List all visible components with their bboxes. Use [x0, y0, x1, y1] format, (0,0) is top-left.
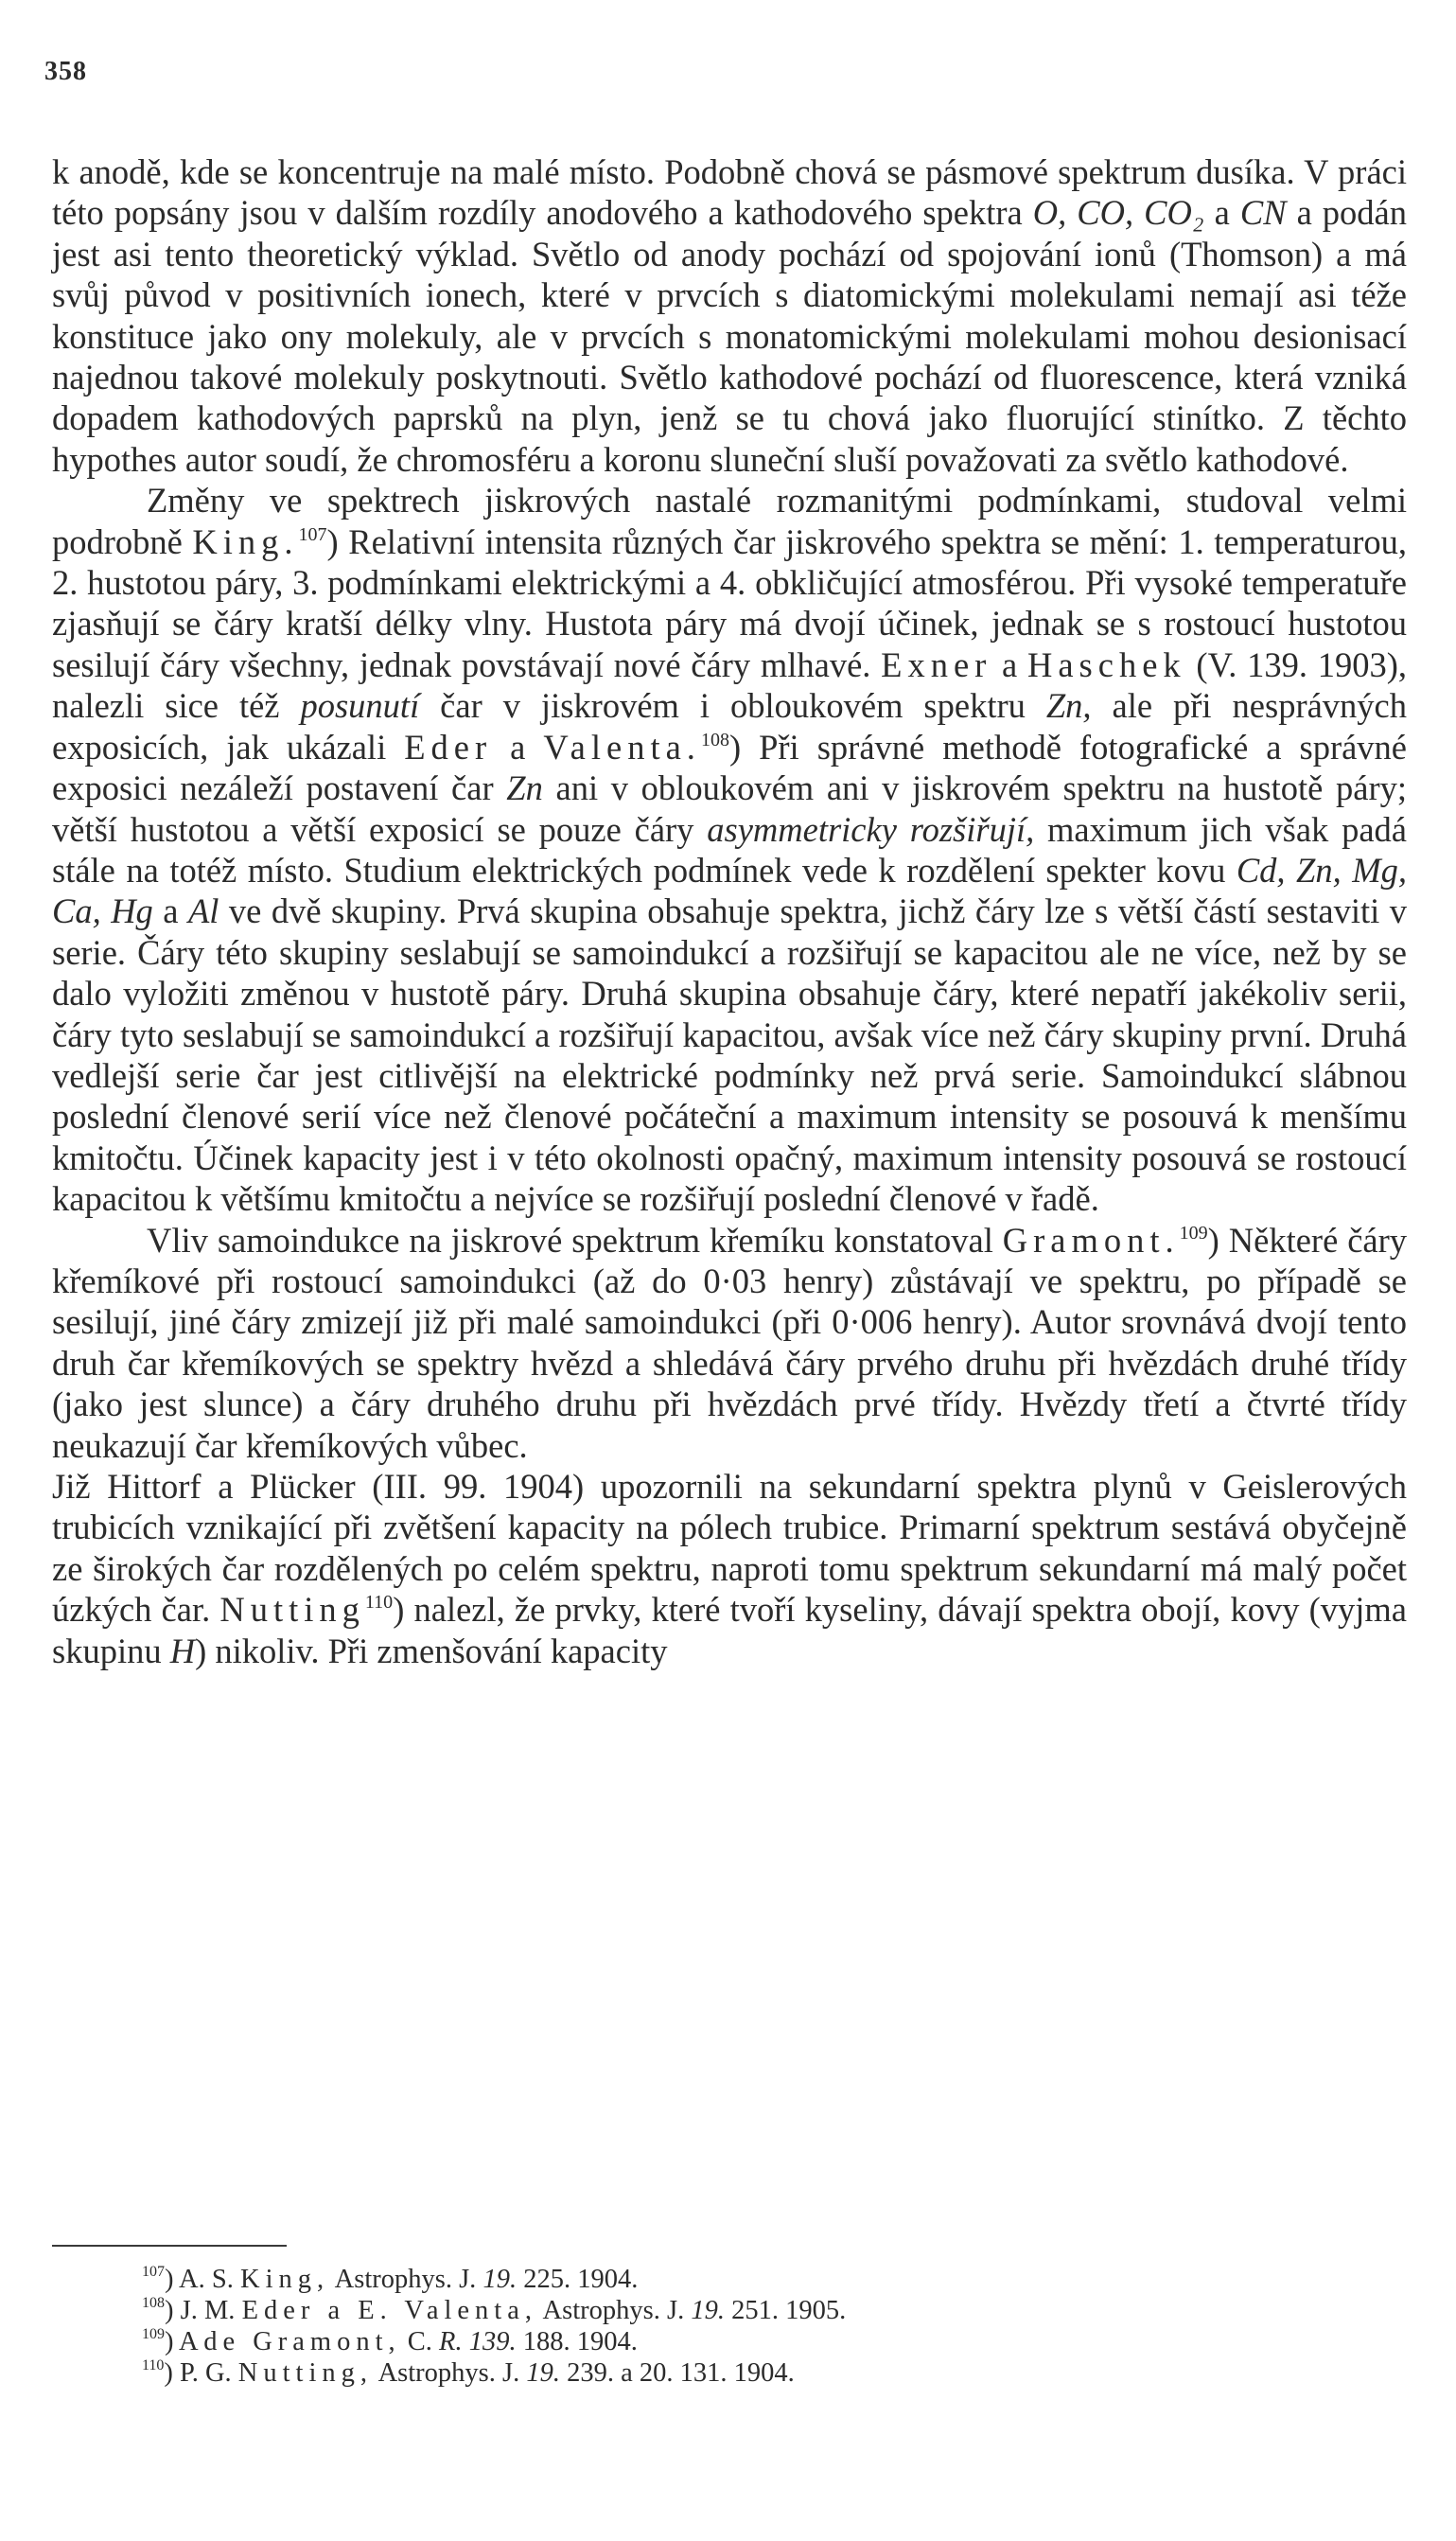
footnote-109	[142, 2326, 1277, 2357]
footnote-text: 251. 1905.	[724, 2296, 847, 2325]
footnote-author: Eder a E. Valenta,	[241, 2296, 537, 2325]
footnote-text: Astrophys. J.	[537, 2296, 692, 2325]
text-run: ale při nesprávných exposicích, jak ukázali	[52, 686, 1407, 767]
text-run: čar v jiskrovém i obloukovém spektru	[419, 686, 1046, 726]
footnote-number: 109	[142, 2326, 165, 2342]
author-name: Gramont.	[1002, 1220, 1180, 1260]
footnote-ref: 109	[1179, 1222, 1208, 1244]
footnote-divider	[52, 2245, 287, 2247]
formula: Cd, Zn, Mg, Ca, Hg	[52, 850, 1407, 931]
footnote-volume: 19.	[691, 2296, 725, 2325]
paragraph-2	[52, 480, 1407, 1219]
text-run: ) Při správné methodě fotografické a správné exposici nezáleží postavení čar	[52, 727, 1407, 808]
formula: O, CO, CO₂	[1032, 193, 1204, 233]
author-name: Eder	[404, 727, 493, 767]
text-run: Vliv samoindukce na jiskrové spektrum křemíku konstatoval	[147, 1220, 1003, 1260]
text-run: maximum jich však padá stále na totéž místo. Studium elektrických podmínek vede k rozdělení spekter kovu	[52, 809, 1408, 890]
formula: Zn,	[1045, 686, 1092, 726]
footnotes	[142, 2264, 1277, 2389]
author-name: Nutting	[219, 1590, 365, 1630]
footnote-text: ) J. M.	[165, 2296, 242, 2325]
emphasis: posunutí	[300, 686, 420, 726]
footnote-number: 107	[142, 2264, 165, 2280]
footnote-text: ) A	[165, 2327, 204, 2356]
text-run: Již Hittorf a Plücker (III. 99. 1904) upozornili na sekundarní spektra plynů v Geislerových trubicích vznikající při zvětšení kapacity na pólech trubice. Primarní spektrum sestává obyčejně ze širokých čar rozdělených po celém spektru, naproti tomu spektrum sekundarní má malý počet úzkých čar.	[52, 1467, 1407, 1630]
footnote-text: 225. 1904.	[517, 2265, 639, 2294]
text-run: a podán jest asi tento theoretický výklad. Světlo od anody pochází od spojování ionů (Thomson) a má svůj původ v positivních ionech, které v prvcích s diatomickými molekulami nemají asi téže konstituce jako ony molekuly, ale v prvcích s monatomickými molekulami mohou desionisací najednou takové molekuly poskytnouti. Světlo kathodové pochází od fluorescence, která vzniká dopadem kathodových paprsků na plyn, jenž se tu chová jako fluorující stinítko. Z těchto hypothes autor soudí, že chromosféru a koronu sluneční sluší považovati za světlo kathodové.	[52, 193, 1408, 479]
author-name: King.	[192, 521, 299, 561]
formula: Al	[187, 891, 219, 931]
footnote-107	[142, 2264, 1277, 2295]
text-run: ) Relativní intensita různých čar jiskrového spektra se mění: 1. temperaturou, 2. hustotou páry, 3. podmínkami elektrickými a 4. obkličující atmosférou. Při vysoké temperatuře zjasňují se čáry kratší délky vlny. Hustota páry má dvojí účinek, jednak se s rostoucí hustotou sesilují čáry všechny, jednak povstávají nové čáry mlhavé.	[52, 521, 1407, 684]
footnote-volume: R. 139.	[439, 2327, 517, 2356]
footnote-author: de Gramont,	[203, 2327, 401, 2356]
page-number: 358	[44, 57, 87, 86]
footnote-text: ) A. S.	[165, 2265, 240, 2294]
emphasis: asymmetricky rozšiřují,	[707, 809, 1035, 849]
footnote-author: Nutting,	[237, 2358, 374, 2388]
author-name: Valenta.	[543, 727, 701, 767]
footnote-text: ) P. G.	[164, 2358, 238, 2388]
footnote-ref: 108	[700, 729, 729, 750]
formula: CN	[1239, 193, 1287, 233]
body-text	[52, 151, 1407, 1671]
footnote-ref: 107	[298, 523, 327, 545]
text-run: a	[492, 727, 544, 767]
footnote-ref: 110	[364, 1592, 394, 1614]
footnote-volume: 19.	[482, 2265, 517, 2294]
footnote-text: 188. 1904.	[516, 2327, 638, 2356]
footnote-author: King,	[239, 2265, 330, 2294]
text-run: ve dvě skupiny. Prvá skupina obsahuje spektra, jichž čáry lze s větší částí sestaviti v serie. Čáry této skupiny seslabují se samoindukcí a rozšiřují se kapacitou ale ne více, než by se dalo vyložiti změnou v hustotě páry. Druhá skupina obsahuje čáry, které nepatří jakékoliv serii, čáry tyto seslabují se samoindukcí a rozšiřují kapacitou, avšak více než čáry skupiny první. Druhá vedlejší serie čar jest citlivější na elektrické podmínky než prvá serie. Samoindukcí slábnou poslední členové serií více než členové počáteční a maximum intensity se posouvá k menšímu kmitočtu. Účinek kapacity jest i v této okolnosti opačný, maximum intensity posouvá se rostoucí kapacitou k většímu kmitočtu a nejvíce se rozšiřují poslední členové v řadě.	[52, 891, 1408, 1219]
text-run: a	[1203, 193, 1240, 233]
formula: Zn	[506, 768, 543, 808]
formula: H	[169, 1631, 196, 1670]
text-run: Změny ve spektrech jiskrových nastalé rozmanitými podmínkami, studoval velmi podrobně	[52, 481, 1407, 561]
paragraph-1	[52, 151, 1407, 480]
footnote-number: 108	[142, 2295, 165, 2311]
text-run: a	[152, 891, 188, 931]
text-run: ) nalezl, že prvky, které tvoří kyseliny, dávají spektra obojí, kovy (vyjma skupinu	[52, 1590, 1407, 1670]
author-name: Haschek	[1027, 644, 1186, 684]
text-run: a	[991, 644, 1027, 684]
text-run: (V. 139. 1903), nalezli sice též	[52, 644, 1407, 726]
footnote-text: Astrophys. J.	[329, 2265, 483, 2294]
text-run: ) Některé čáry křemíkové při rostoucí samoindukci (až do 0·03 henry) zůstávají ve spektru, po případě se sesilují, jiné čáry zmizejí již při malé samoindukci (při 0·006 henry). Autor srovnává dvojí tento druh čar křemíkových se spektry hvězd a shledává čáry prvého druhu při hvězdách druhé třídy (jako jest slunce) a čáry druhého druhu při hvězdách prvé třídy. Hvězdy třetí a čtvrté třídy neukazují čar křemíkových vůbec.	[52, 1220, 1407, 1465]
author-name: Exner	[881, 644, 992, 684]
paragraph-4	[52, 1466, 1407, 1671]
footnote-110	[142, 2357, 1277, 2389]
paragraph-3	[52, 1220, 1407, 1466]
footnote-108	[142, 2295, 1277, 2326]
footnote-number: 110	[142, 2357, 165, 2373]
footnote-text: Astrophys. J.	[373, 2358, 527, 2388]
footnote-volume: 19.	[526, 2358, 560, 2388]
footnote-text: C.	[400, 2327, 440, 2356]
text-run: k anodě, kde se koncentruje na malé místo. Podobně chová se pásmové spektrum dusíka. V práci této popsány jsou v dalším rozdíly anodového a kathodového spektra	[52, 152, 1407, 233]
text-run: ani v obloukovém ani v jiskrovém spektru na hustotě páry; větší hustotou a větší exposicí se pouze čáry	[52, 768, 1407, 849]
footnote-text: 239. a 20. 131. 1904.	[559, 2358, 795, 2388]
text-run: ) nikoliv. Při zmenšování kapacity	[195, 1631, 668, 1670]
